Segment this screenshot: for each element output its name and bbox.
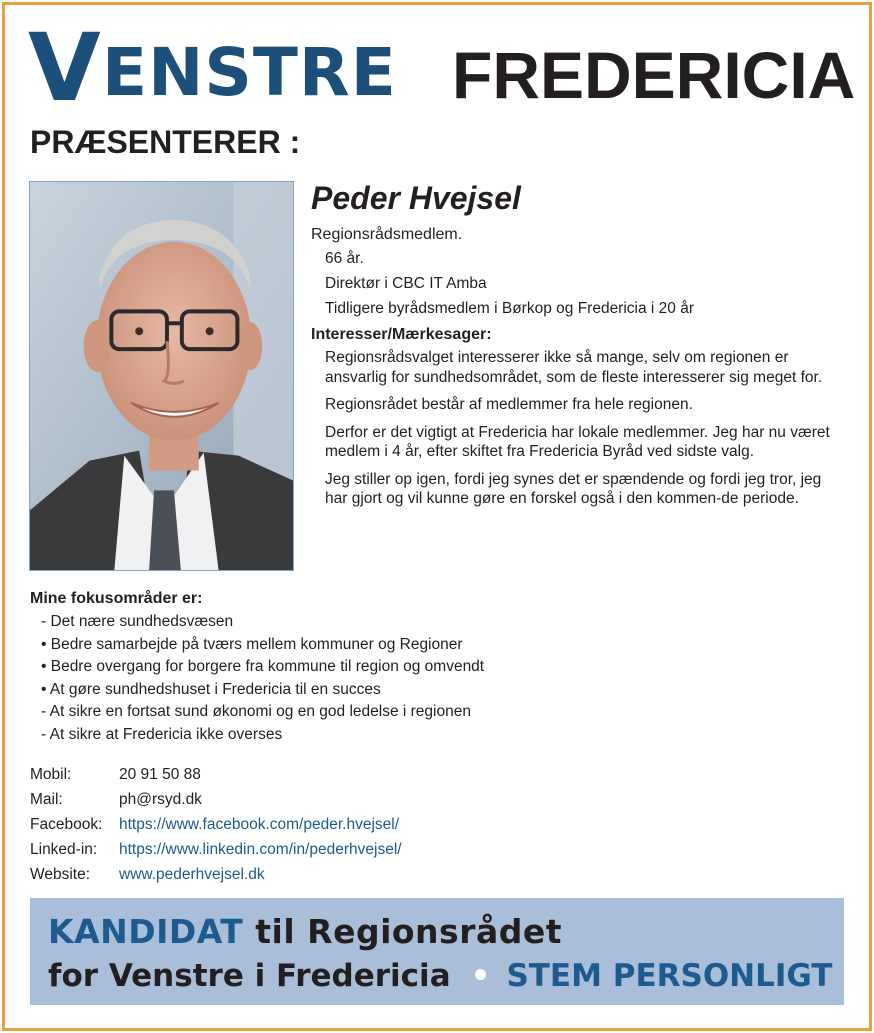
banner-separator: • (470, 958, 491, 994)
linkedin-label: Linked-in: (30, 841, 98, 858)
linkedin-link[interactable]: https://www.linkedin.com/in/pederhvejsel/ (119, 841, 402, 858)
banner-kandidat: KANDIDAT (48, 912, 244, 951)
portrait-image (30, 182, 293, 570)
fact-age: 66 år. (325, 250, 364, 267)
fact-history: Tidligere byrådsmedlem i Børkop og Fredericia i 20 år (325, 300, 694, 317)
mail-address: ph@rsyd.dk (119, 791, 202, 808)
contact-mail (30, 787, 830, 812)
candidate-name: Peder Hvejsel (311, 180, 521, 216)
banner-line-1 (48, 910, 844, 954)
focus-item: • Bedre overgang for borgere fra kommune til region og omvendt (41, 658, 485, 676)
website-label: Website: (30, 866, 91, 883)
interests-heading: Interesser/Mærkesager: (311, 326, 492, 343)
facebook-link[interactable]: https://www.facebook.com/peder.hvejsel/ (119, 816, 400, 833)
interests-paragraph: Derfor er det vigtigt at Fredericia har lokale medlemmer. Jeg har nu været medlem i 4 år, efter skiftet fra Fredericia Byråd ved sidste valg. (325, 423, 830, 460)
focus-item: - At sikre en fortsat sund økonomi og en god ledelse i regionen (41, 703, 471, 721)
interests-text (325, 348, 845, 509)
contact-mobile (30, 762, 830, 787)
banner-vote: STEM PERSONLIGT (506, 958, 833, 994)
logo-venstre: ENSTRE (102, 34, 397, 111)
contact-facebook (30, 812, 830, 837)
logo-city: FREDERICIA (452, 38, 856, 112)
interests-paragraph: Regionsrådet består af medlemmer fra hele regionen. (325, 396, 693, 413)
focus-item: • Bedre samarbejde på tværs mellem kommuner og Regioner (41, 635, 463, 653)
subtitle: PRÆSENTERER : (30, 124, 301, 160)
logo-initial: V (28, 14, 101, 123)
candidate-banner (30, 898, 844, 1005)
banner-line-2 (48, 954, 844, 998)
focus-heading: Mine fokusområder er: (30, 590, 203, 607)
contact-website (30, 862, 830, 887)
mobile-label: Mobil: (30, 766, 72, 783)
banner-party: for Venstre i Fredericia (48, 958, 451, 994)
focus-item: - At sikre at Fredericia ikke overses (41, 725, 283, 743)
mail-label: Mail: (30, 791, 63, 808)
contact-info (30, 762, 830, 887)
fact-job: Direktør i CBC IT Amba (325, 275, 487, 292)
interests-paragraph: Jeg stiller op igen, fordi jeg synes det er spændende og fordi jeg tror, jeg har gjort og vil kunne gøre en forskel også i den kommen-de periode. (325, 470, 822, 507)
candidate-bio (311, 178, 846, 517)
header (28, 14, 856, 123)
focus-list (41, 611, 830, 747)
interests-paragraph: Regionsrådsvalget interesserer ikke så mange, selv om regionen er ansvarlig for sundhedsområdet, som de fleste interesserer sig meget for. (325, 349, 823, 386)
contact-linkedin (30, 837, 830, 862)
focus-item: - Det nære sundhedsvæsen (41, 613, 234, 630)
candidate-photo (29, 181, 294, 571)
mobile-number: 20 91 50 88 (119, 766, 201, 783)
candidate-role: Regionsrådsmedlem. (311, 226, 463, 243)
focus-areas (30, 589, 830, 747)
candidate-facts (325, 249, 846, 319)
banner-line1-rest: til Regionsrådet (243, 912, 563, 951)
website-link[interactable]: www.pederhvejsel.dk (119, 866, 265, 883)
facebook-label: Facebook: (30, 816, 103, 833)
focus-item: • At gøre sundhedshuset i Fredericia til en succes (41, 680, 381, 698)
